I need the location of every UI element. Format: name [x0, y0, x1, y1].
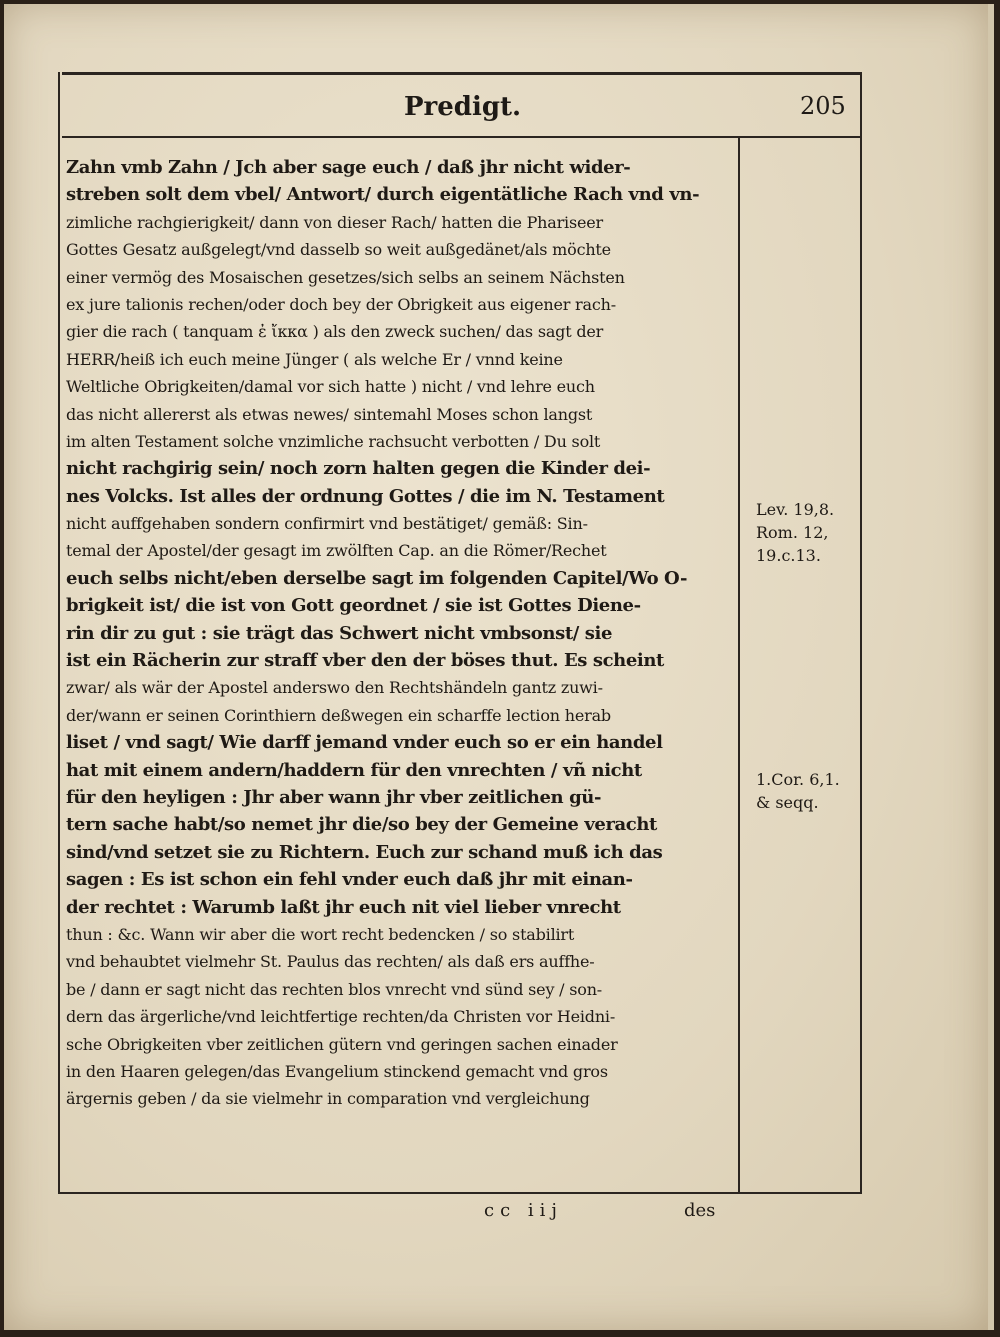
- text-line: rin dir zu gut : sie trägt das Schwert nicht vmbsonst/ sie: [66, 622, 612, 644]
- margin-note-cor: [756, 768, 866, 814]
- main-text-block: [66, 154, 732, 1113]
- text-line: Weltliche Obrigkeiten/damal vor sich hatte ) nicht / vnd lehre euch: [66, 377, 595, 397]
- text-line: ist ein Rächerin zur straff vber den der böses thut. Es scheint: [66, 650, 664, 672]
- bottom-rule: [58, 1192, 862, 1194]
- text-line: in den Haaren gelegen/das Evangelium stinckend gemacht vnd gros: [66, 1061, 608, 1081]
- text-line: Zahn vmb Zahn / Jch aber sage euch / daß jhr nicht wider-: [66, 157, 631, 178]
- text-line: das nicht allererst als etwas newes/ sintemahl Moses schon langst: [66, 404, 593, 424]
- text-line: be / dann er sagt nicht das rechten blos vnrecht vnd sünd sey / son-: [66, 979, 603, 999]
- text-line: ärgernis geben / da sie vielmehr in comparation vnd vergleichung: [66, 1089, 590, 1109]
- text-line: brigkeit ist/ die ist von Gott geordnet / sie ist Gottes Diene-: [66, 595, 641, 617]
- text-line: sagen : Es ist schon ein fehl vnder euch daß jhr mit einan-: [66, 869, 633, 891]
- catchword: des: [684, 1200, 716, 1221]
- margin-note-line: 19.c.13.: [756, 546, 821, 565]
- page-footer: [4, 1200, 988, 1230]
- signature-mark: cc iij: [484, 1200, 563, 1221]
- text-line: HERR/heiß ich euch meine Jünger ( als welche Er / vnnd keine: [66, 349, 563, 369]
- head-rule: [62, 136, 862, 138]
- text-line: zimliche rachgierigkeit/ dann von dieser Rach/ hatten die Phariseer: [66, 212, 603, 232]
- text-line: im alten Testament solche vnzimliche rachsucht verbotten / Du solt: [66, 431, 601, 451]
- text-line: ex jure talionis rechen/oder doch bey der Obrigkeit aus eigener rach-: [66, 294, 616, 314]
- running-title: Predigt.: [404, 92, 522, 122]
- top-rule: [62, 72, 862, 75]
- text-line: sind/vnd setzet sie zu Richtern. Euch zur schand muß ich das: [66, 841, 663, 863]
- text-line: der/wann er seinen Corinthiern deßwegen ein scharffe lection herab: [66, 705, 611, 725]
- margin-note-line: Lev. 19,8.: [756, 500, 835, 519]
- margin-note-line: 1.Cor. 6,1.: [756, 770, 840, 789]
- text-line: liset / vnd sagt/ Wie darff jemand vnder euch so er ein handel: [66, 732, 663, 754]
- text-line: nes Volcks. Ist alles der ordnung Gottes / die im N. Testament: [66, 485, 665, 507]
- margin-note-line: & seqq.: [756, 793, 819, 812]
- running-head: [4, 92, 988, 132]
- margin-note-line: Rom. 12,: [756, 523, 829, 542]
- text-line: zwar/ als wär der Apostel anderswo den Rechtshändeln gantz zuwi-: [66, 678, 603, 698]
- text-line: dern das ärgerliche/vnd leichtfertige rechten/da Christen vor Heidni-: [66, 1007, 616, 1027]
- text-line: der rechtet : Warumb laßt jhr euch nit viel lieber vnrecht: [66, 896, 621, 918]
- text-line: temal der Apostel/der gesagt im zwölften Cap. an die Römer/Rechet: [66, 541, 607, 561]
- text-line: hat mit einem andern/haddern für den vnrechten / vñ nicht: [66, 759, 642, 781]
- text-line: euch selbs nicht/eben derselbe sagt im folgenden Capitel/Wo O-: [66, 567, 688, 589]
- text-line: streben solt dem vbel/ Antwort/ durch eigentätliche Rach vnd vn-: [66, 184, 700, 206]
- text-line: gier die rach ( tanquam ἐ ἴκκα ) als den zweck suchen/ das sagt der: [66, 322, 604, 342]
- margin-note-lev: [756, 498, 866, 567]
- text-line: nicht rachgirig sein/ noch zorn halten gegen die Kinder dei-: [66, 458, 651, 480]
- column-rule: [738, 136, 740, 1194]
- text-line: für den heyligen : Jhr aber wann jhr vber zeitlichen gü-: [66, 786, 602, 808]
- text-line: nicht auffgehaben sondern confirmirt vnd bestätiget/ gemäß: Sin-: [66, 514, 588, 534]
- text-line: vnd behaubtet vielmehr St. Paulus das rechten/ als daß ers auffhe-: [66, 952, 595, 972]
- left-rule: [58, 72, 60, 1194]
- text-line: einer vermög des Mosaischen gesetzes/sich selbs an seinem Nächsten: [66, 267, 625, 287]
- text-line: sche Obrigkeiten vber zeitlichen gütern vnd geringen sachen einader: [66, 1034, 618, 1054]
- book-page: [4, 4, 994, 1330]
- text-line: tern sache habt/so nemet jhr die/so bey der Gemeine veracht: [66, 814, 657, 836]
- right-rule: [860, 72, 862, 1194]
- text-line: thun : &c. Wann wir aber die wort recht bedencken / so stabilirt: [66, 924, 575, 944]
- page-number: 205: [800, 92, 846, 120]
- text-line: Gottes Gesatz außgelegt/vnd dasselb so weit außgedänet/als möchte: [66, 240, 611, 260]
